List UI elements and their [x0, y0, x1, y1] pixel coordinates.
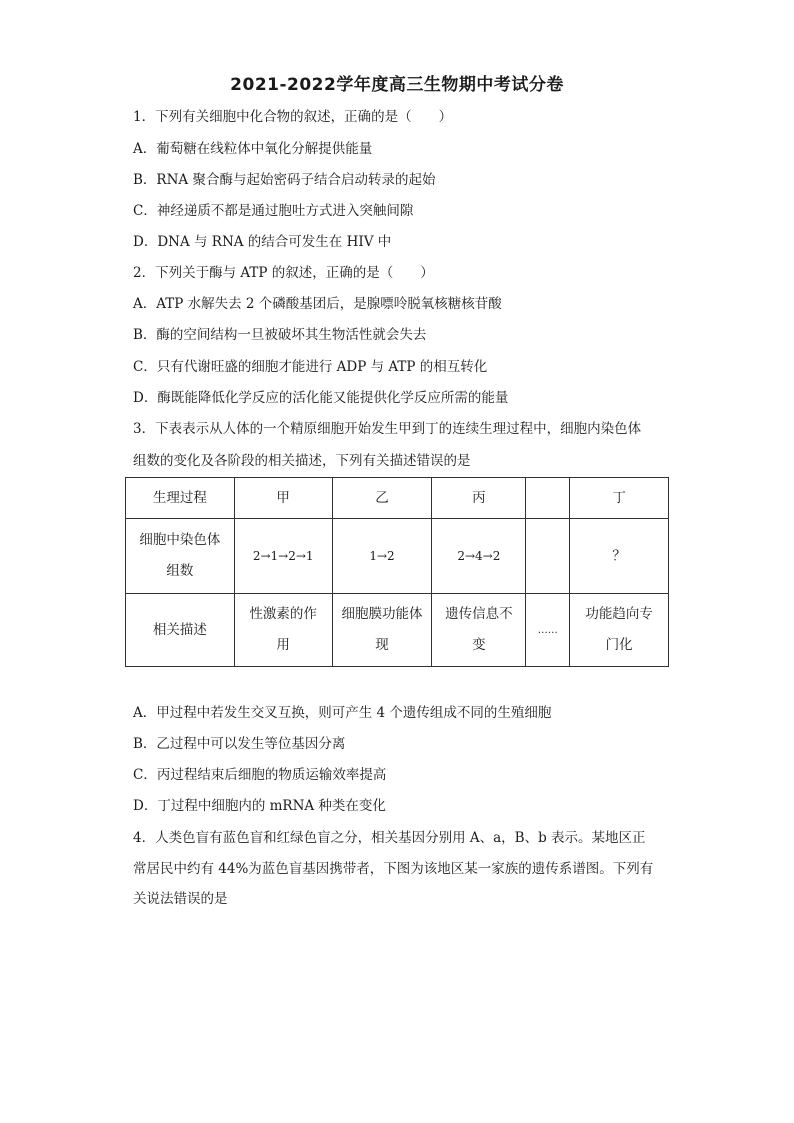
- table-cell: [526, 519, 570, 594]
- table-cell: [432, 594, 526, 667]
- q1-stem: 1．下列有关细胞中化合物的叙述，正确的是（ ）: [133, 109, 453, 125]
- q3-option-c: C．丙过程结束后细胞的物质运输效率提高: [133, 767, 387, 783]
- q4-line3: 关说法错误的是: [133, 891, 228, 907]
- process-table: [125, 477, 669, 667]
- cell-text: 现: [375, 637, 389, 653]
- table-cell: 2→4→2: [432, 519, 526, 594]
- cell-text: 门化: [605, 637, 633, 653]
- q4-line1: 4．人类色盲有蓝色盲和红绿色盲之分，相关基因分别用 A、a，B、b 表示。某地区正: [133, 830, 646, 846]
- q2-option-c: C．只有代谢旺盛的细胞才能进行 ADP 与 ATP 的相互转化: [133, 359, 488, 375]
- table-row: [126, 519, 669, 594]
- table-cell: [332, 594, 432, 667]
- table-cell: 乙: [332, 478, 432, 519]
- q3-stem-line2: 组数的变化及各阶段的相关描述，下列有关描述错误的是: [133, 453, 471, 469]
- table-row: [126, 594, 669, 667]
- table-cell: [570, 594, 669, 667]
- table-cell: 1→2: [332, 519, 432, 594]
- q4-line2: 常居民中约有 44%为蓝色盲基因携带者，下图为该地区某一家族的遗传系谱图。下列有: [133, 861, 654, 877]
- q1-option-d: D．DNA 与 RNA 的结合可发生在 HIV 中: [133, 234, 392, 250]
- cell-text: 细胞中染色体: [139, 532, 221, 548]
- table-cell: 丁: [570, 478, 669, 519]
- table-row: [126, 478, 669, 519]
- page-title: 2021-2022学年度高三生物期中考试分卷: [230, 75, 564, 95]
- table-cell: 相关描述: [126, 594, 235, 667]
- table-cell: [526, 478, 570, 519]
- table-cell: ？: [570, 519, 669, 594]
- table-cell: 丙: [432, 478, 526, 519]
- table-cell: ……: [526, 594, 570, 667]
- cell-text: 功能趋向专: [585, 606, 653, 622]
- q3-option-a: A．甲过程中若发生交叉互换，则可产生 4 个遗传组成不同的生殖细胞: [133, 705, 552, 721]
- q1-option-a: A．葡萄糖在线粒体中氧化分解提供能量: [133, 141, 373, 157]
- q3-stem-line1: 3．下表表示从人体的一个精原细胞开始发生甲到丁的连续生理过程中，细胞内染色体: [133, 421, 642, 437]
- q2-stem: 2．下列关于酶与 ATP 的叙述，正确的是（ ）: [133, 265, 434, 281]
- table-cell: 2→1→2→1: [234, 519, 332, 594]
- q2-option-a: A．ATP 水解失去 2 个磷酸基团后，是腺嘌呤脱氧核糖核苷酸: [133, 296, 502, 312]
- q2-option-d: D．酶既能降低化学反应的活化能又能提供化学反应所需的能量: [133, 390, 509, 406]
- cell-text: 用: [276, 637, 290, 653]
- q1-option-c: C．神经递质不都是通过胞吐方式进入突触间隙: [133, 203, 414, 219]
- cell-text: 变: [472, 637, 486, 653]
- table-cell: 生理过程: [126, 478, 235, 519]
- cell-text: 性激素的作: [249, 606, 317, 622]
- cell-text: 遗传信息不: [445, 606, 513, 622]
- q3-option-b: B．乙过程中可以发生等位基因分离: [133, 736, 346, 752]
- cell-text: 组数: [166, 563, 194, 579]
- cell-text: 细胞膜功能体: [341, 606, 423, 622]
- q2-option-b: B．酶的空间结构一旦被破坏其生物活性就会失去: [133, 327, 427, 343]
- table-cell: [126, 519, 235, 594]
- table-cell: 甲: [234, 478, 332, 519]
- table-cell: [234, 594, 332, 667]
- q1-option-b: B．RNA 聚合酶与起始密码子结合启动转录的起始: [133, 172, 436, 188]
- q3-option-d: D．丁过程中细胞内的 mRNA 种类在变化: [133, 798, 386, 814]
